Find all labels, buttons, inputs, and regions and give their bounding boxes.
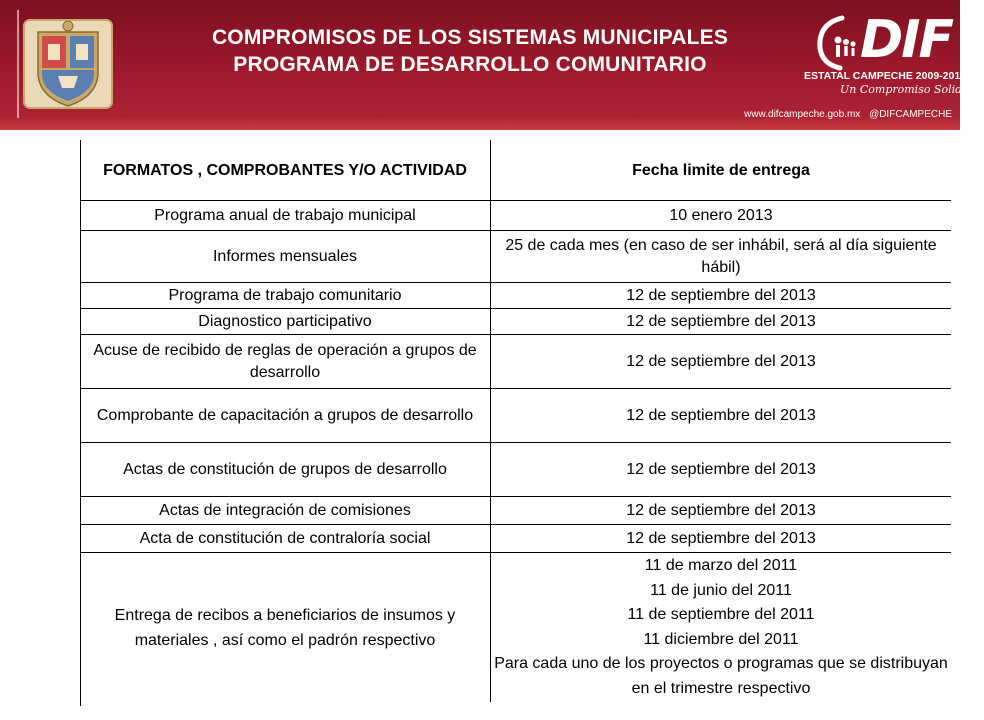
activity-cell: Acuse de recibido de reglas de operación a grupos de desarrollo — [80, 335, 491, 389]
deadline-cell: 10 enero 2013 — [491, 201, 952, 231]
activity-cell: Diagnostico participativo — [80, 309, 491, 335]
table-row — [80, 443, 951, 497]
activity-cell: Acta de constitución de contraloría social — [80, 525, 491, 553]
table-row — [80, 525, 951, 553]
activity-cell: Comprobante de capacitación a grupos de desarrollo — [80, 389, 491, 443]
deadline-cell: 12 de septiembre del 2013 — [491, 309, 952, 335]
deadline-cell: 12 de septiembre del 2013 — [491, 335, 952, 389]
column-header-activity: FORMATOS , COMPROBANTES Y/O ACTIVIDAD — [80, 140, 491, 201]
deadline-cell-multiline — [491, 553, 952, 703]
deadline-line: 11 de junio del 2011 — [650, 581, 792, 599]
deadline-line: 11 de marzo del 2011 — [644, 557, 798, 574]
deadline-cell: 25 de cada mes (en caso de ser inhábil, será al día siguiente hábil) — [491, 231, 952, 283]
deadline-cell: 12 de septiembre del 2013 — [491, 389, 952, 443]
deadline-cell: 12 de septiembre del 2013 — [491, 443, 952, 497]
deadline-cell: 12 de septiembre del 2013 — [491, 497, 952, 525]
website-line — [738, 109, 952, 120]
table-header-row — [80, 140, 951, 201]
table-row — [80, 309, 951, 335]
activity-cell: Programa de trabajo comunitario — [80, 283, 491, 309]
activity-cell: Entrega de recibos a beneficiarios de insumos y materiales , así como el padrón respectivo — [80, 553, 491, 703]
activity-cell: Actas de constitución de grupos de desarrollo — [80, 443, 491, 497]
table-row — [80, 497, 951, 525]
website-link[interactable]: www.difcampeche.gob.mx — [744, 109, 861, 120]
deadline-cell: 12 de septiembre del 2013 — [491, 283, 952, 309]
social-handle[interactable]: @DIFCAMPECHE — [869, 109, 952, 120]
header-banner — [0, 0, 984, 130]
table-row — [80, 231, 951, 283]
deadline-line: Para cada uno de los proyectos o programas que se distribuyan en el trimestre respectivo — [494, 655, 948, 697]
deadline-cell: 12 de septiembre del 2013 — [491, 525, 952, 553]
table-row — [80, 553, 951, 703]
deadline-line: 11 de septiembre del 2011 — [627, 606, 815, 623]
deadlines-table — [80, 140, 951, 702]
logo-slogan: Un Compromiso Solidario — [840, 83, 984, 96]
column-header-deadline: Fecha limite de entrega — [491, 140, 952, 201]
dif-logo-text: DIF — [860, 10, 953, 70]
table-row — [80, 389, 951, 443]
dif-logo — [798, 8, 984, 100]
activity-cell: Informes mensuales — [80, 231, 491, 283]
title-line-2: PROGRAMA DE DESARROLLO COMUNITARIO — [233, 53, 707, 76]
table-row — [80, 201, 951, 231]
logo-estatal-text: ESTATAL CAMPECHE 2009-2015 — [804, 70, 967, 82]
table-row — [80, 335, 951, 389]
page-title — [160, 24, 780, 78]
deadline-line: 11 diciembre del 2011 — [643, 630, 799, 648]
activity-cell: Actas de integración de comisiones — [80, 497, 491, 525]
activity-cell: Programa anual de trabajo municipal — [80, 201, 491, 231]
title-line-1: COMPROMISOS DE LOS SISTEMAS MUNICIPALES — [211, 26, 729, 49]
campeche-coat-of-arms-icon — [18, 14, 118, 114]
table-row — [80, 283, 951, 309]
